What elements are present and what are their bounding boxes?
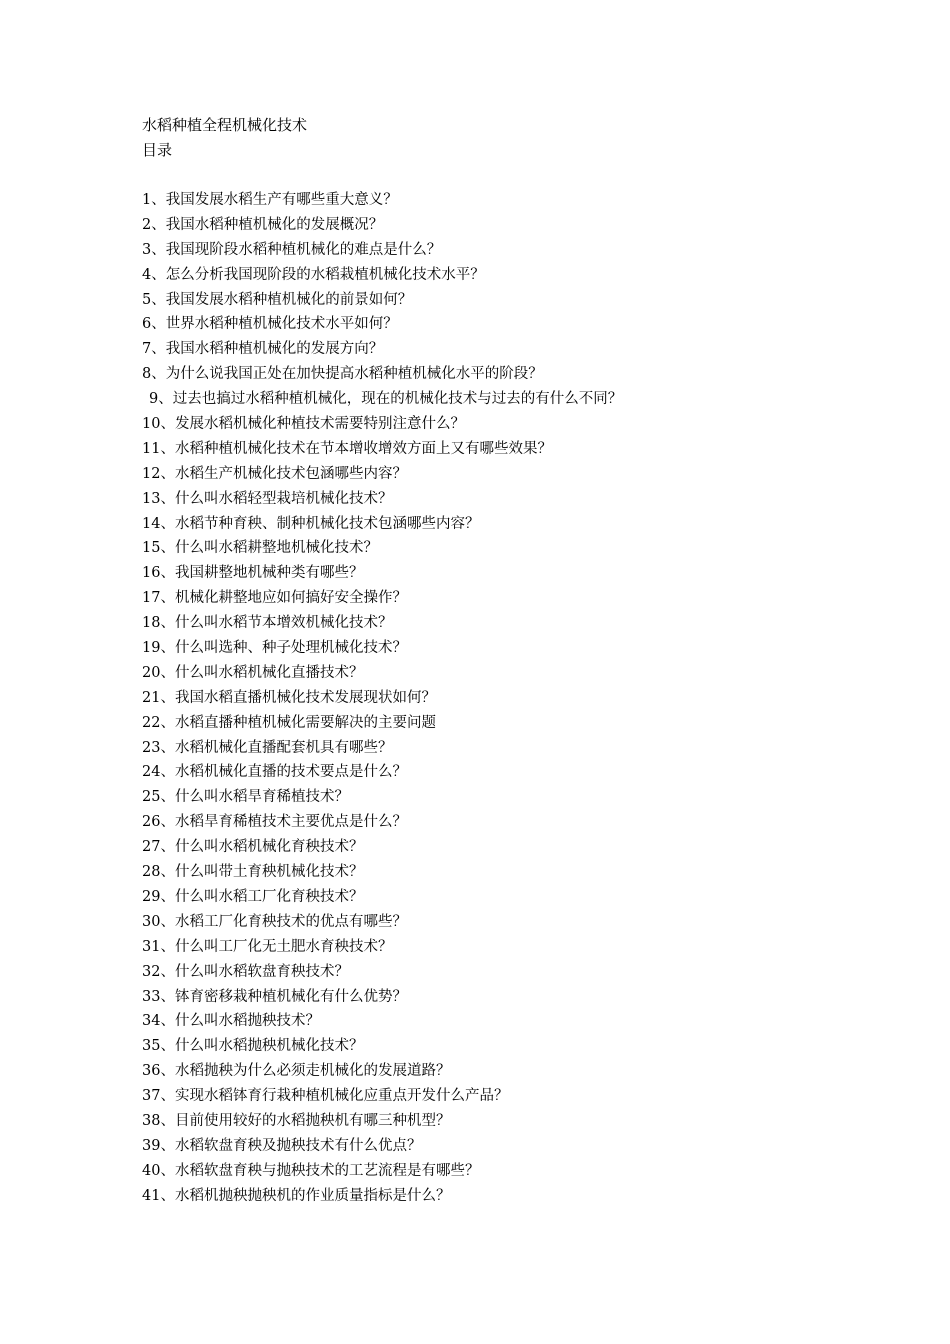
toc-item: 9、过去也搞过水稻种植机械化，现在的机械化技术与过去的有什么不同？ (149, 391, 623, 408)
toc-item: 26、水稻旱育稀植技术主要优点是什么？ (142, 814, 407, 831)
toc-heading: 目录 (142, 141, 173, 159)
toc-item: 5、我国发展水稻种植机械化的前景如何？ (142, 291, 413, 308)
toc-item: 2、我国水稻种植机械化的发展概况？ (142, 216, 384, 233)
toc-item: 15、什么叫水稻耕整地机械化技术？ (142, 540, 378, 557)
toc-item: 23、水稻机械化直播配套机具有哪些？ (142, 739, 393, 756)
document-title: 水稻种植全程机械化技术 (142, 116, 308, 134)
toc-item: 7、我国水稻种植机械化的发展方向？ (142, 341, 384, 358)
toc-item: 25、什么叫水稻旱育稀植技术？ (142, 789, 349, 806)
toc-item: 38、目前使用较好的水稻抛秧机有哪三种机型？ (142, 1112, 451, 1129)
toc-item: 1、我国发展水稻生产有哪些重大意义？ (142, 192, 398, 208)
toc-item: 17、机械化耕整地应如何搞好安全操作？ (142, 590, 407, 607)
toc-item: 22、水稻直播种植机械化需要解决的主要问题 (142, 714, 436, 731)
toc-item: 4、怎么分析我国现阶段的水稻栽植机械化技术水平？ (142, 266, 485, 283)
toc-item: 3、我国现阶段水稻种植机械化的难点是什么？ (142, 241, 442, 258)
toc-item: 36、水稻抛秧为什么必须走机械化的发展道路？ (142, 1063, 451, 1080)
toc-item: 12、水稻生产机械化技术包涵哪些内容？ (142, 465, 407, 482)
toc-item: 40、水稻软盘育秧与抛秧技术的工艺流程是有哪些？ (142, 1162, 480, 1179)
toc-item: 19、什么叫选种、种子处理机械化技术？ (142, 640, 407, 657)
toc-item: 35、什么叫水稻抛秧机械化技术？ (142, 1038, 364, 1055)
toc-item: 29、什么叫水稻工厂化育秧技术？ (142, 888, 364, 905)
toc-item: 14、水稻节种育秧、制种机械化技术包涵哪些内容？ (142, 515, 480, 532)
toc-item: 33、钵育密移栽种植机械化有什么优势？ (142, 988, 407, 1005)
toc-item: 39、水稻软盘育秧及抛秧技术有什么优点？ (142, 1137, 422, 1154)
toc-item: 10、发展水稻机械化种植技术需要特别注意什么？ (142, 416, 465, 433)
toc-item: 30、水稻工厂化育秧技术的优点有哪些？ (142, 913, 407, 930)
toc-item: 32、什么叫水稻软盘育秧技术？ (142, 963, 349, 980)
toc-item: 37、实现水稻钵育行栽种植机械化应重点开发什么产品？ (142, 1088, 509, 1105)
toc-item: 24、水稻机械化直播的技术要点是什么？ (142, 764, 407, 781)
toc-item: 28、什么叫带土育秧机械化技术？ (142, 864, 364, 881)
toc-item: 6、世界水稻种植机械化技术水平如何？ (142, 316, 398, 333)
toc-item: 18、什么叫水稻节本增效机械化技术？ (142, 615, 393, 632)
toc-item: 31、什么叫工厂化无土肥水育秧技术？ (142, 938, 393, 955)
toc-item: 13、什么叫水稻轻型栽培机械化技术？ (142, 490, 393, 507)
toc-item: 27、什么叫水稻机械化育秧技术？ (142, 839, 364, 856)
toc-item: 11、水稻种植机械化技术在节本增收增效方面上又有哪些效果？ (142, 440, 552, 457)
toc-list (142, 188, 842, 1209)
toc-item: 16、我国耕整地机械种类有哪些？ (142, 565, 364, 582)
toc-item: 41、水稻机抛秧抛秧机的作业质量指标是什么？ (142, 1187, 451, 1204)
toc-item: 34、什么叫水稻抛秧技术？ (142, 1013, 320, 1030)
toc-item: 8、为什么说我国正处在加快提高水稻种植机械化水平的阶段？ (142, 366, 543, 383)
toc-item: 20、什么叫水稻机械化直播技术？ (142, 664, 364, 681)
toc-item: 21、我国水稻直播机械化技术发展现状如何？ (142, 689, 436, 706)
